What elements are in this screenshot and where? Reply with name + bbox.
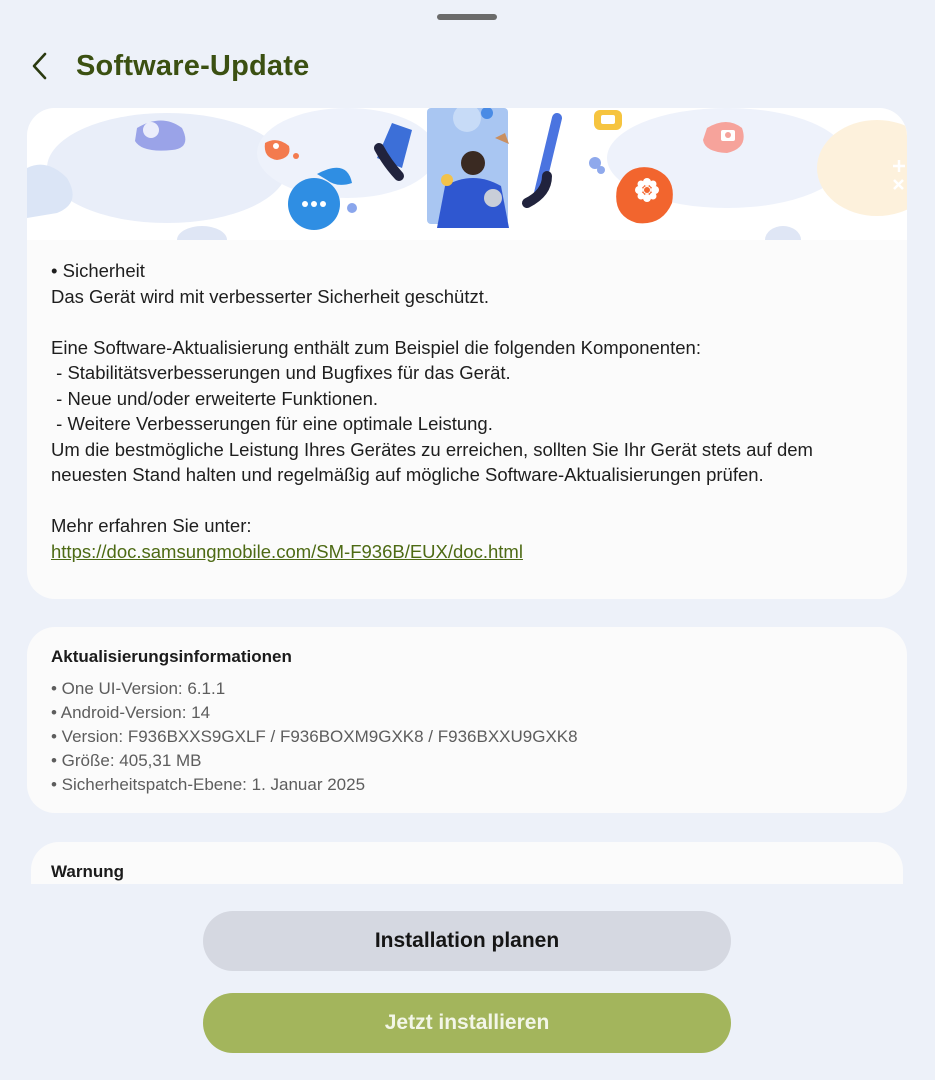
info-item-size: • Größe: 405,31 MB [51, 751, 202, 770]
info-item-version: • Version: F936BXXS9GXLF / F936BOXM9GXK8 / F936BXXU9GXK8 [51, 727, 578, 746]
security-text: Das Gerät wird mit verbesserter Sicherheit geschützt. [51, 285, 489, 307]
components-intro: Eine Software-Aktualisierung enthält zum Beispiel die folgenden Komponenten: [51, 336, 701, 358]
component-item: - Stabilitätsverbesserungen und Bugfixes für das Gerät. [51, 362, 511, 383]
update-info-list [51, 677, 883, 797]
advice-text: Um die bestmögliche Leistung Ihres Gerätes zu erreichen, sollten Sie Ihr Gerät stets auf dem neuesten Stand halten und regelmäßig auf mögliche Software-Aktualisierungen prüfen. [51, 438, 813, 485]
more-info-label: Mehr erfahren Sie unter: [51, 515, 252, 536]
update-info-heading: Aktualisierungsinformationen [51, 647, 292, 666]
chevron-left-icon [30, 51, 50, 81]
component-item: - Neue und/oder erweiterte Funktionen. [51, 387, 379, 409]
back-button[interactable] [30, 44, 58, 88]
update-banner-illustration [27, 108, 907, 240]
info-item-android: • Android-Version: 14 [51, 703, 211, 722]
warning-card [31, 842, 903, 884]
warning-heading: Warnung [51, 862, 125, 881]
update-info-card [27, 627, 907, 813]
info-item-security-patch: • Sicherheitspatch-Ebene: 1. Januar 2025 [51, 775, 366, 794]
doc-link[interactable]: https://doc.samsungmobile.com/SM-F936B/EUX/doc.html [51, 540, 523, 562]
component-item: - Weitere Verbesserungen für eine optimale Leistung. [51, 413, 493, 434]
security-heading: • Sicherheit [51, 260, 145, 281]
release-notes-text [27, 240, 907, 564]
drag-handle[interactable] [437, 14, 497, 20]
page-title: Software-Update [76, 49, 310, 82]
install-now-button[interactable]: Jetzt installieren [203, 993, 731, 1053]
info-item-oneui: • One UI-Version: 6.1.1 [51, 679, 226, 698]
banner-illustration [27, 108, 907, 240]
release-notes-card [27, 108, 907, 599]
header [30, 44, 309, 88]
schedule-install-button[interactable]: Installation planen [203, 911, 731, 971]
